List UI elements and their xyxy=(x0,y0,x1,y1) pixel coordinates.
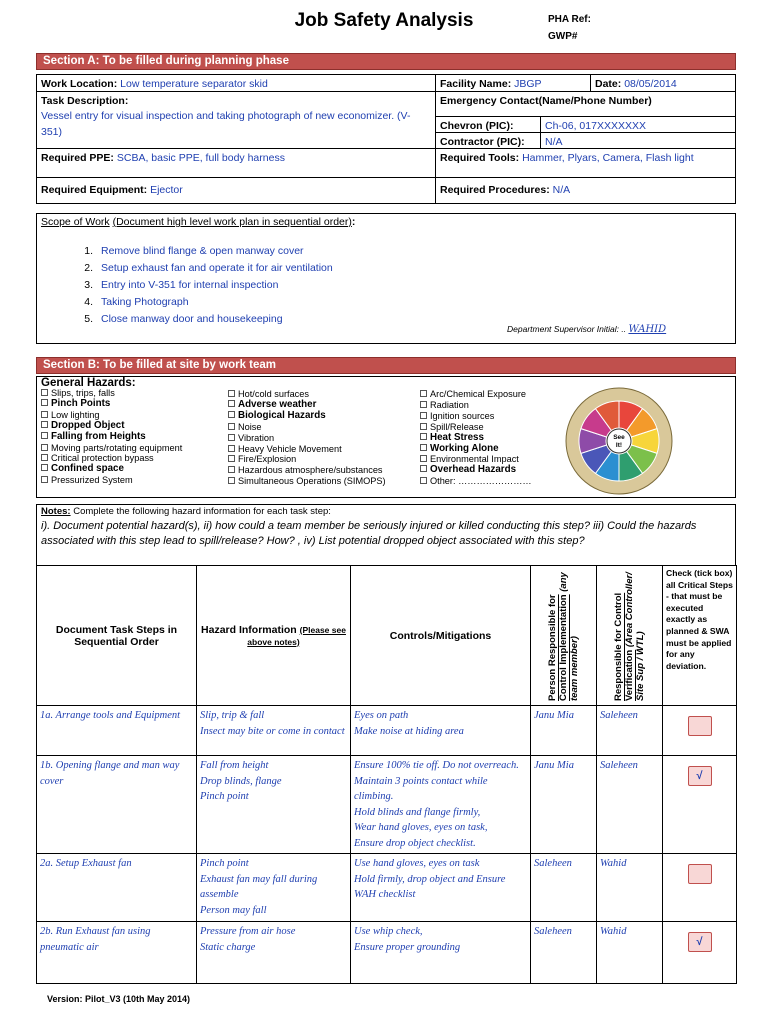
cell-step: 2a. Setup Exhaust fan xyxy=(37,854,197,922)
notes-label: Notes: xyxy=(41,506,71,517)
hazard-label: Low lighting xyxy=(51,409,100,420)
checkbox-icon[interactable] xyxy=(41,411,48,418)
cell-person: Saleheen xyxy=(531,854,597,922)
chevron-value-cell xyxy=(540,116,736,133)
critical-step-checkbox[interactable] xyxy=(688,864,712,884)
hazard-label: Vibration xyxy=(238,432,275,443)
checkbox-icon[interactable] xyxy=(228,400,235,407)
scope-item xyxy=(69,260,333,277)
section-b-bar: Section B: To be filled at site by work team xyxy=(36,357,736,374)
scope-item-text: Remove blind flange & open manway cover xyxy=(101,245,304,257)
col-hazard-info xyxy=(197,566,351,706)
pha-ref-label: PHA Ref: xyxy=(548,14,591,25)
contractor-value-cell xyxy=(540,132,736,149)
hazard-checkbox-item[interactable] xyxy=(228,444,386,455)
hazard-label: Confined space xyxy=(51,463,124,475)
scope-item-text: Close manway door and housekeeping xyxy=(101,313,283,325)
table-row xyxy=(37,854,737,922)
facility-cell xyxy=(435,74,591,92)
procedures-value: N/A xyxy=(552,184,571,196)
work-location-label: Work Location: xyxy=(41,78,118,90)
supervisor-label: Department Supervisor Initial: .. xyxy=(507,324,627,334)
scope-item-text: Entry into V-351 for internal inspection xyxy=(101,279,279,291)
cell-hazard: Pressure from air hose Static charge xyxy=(197,922,351,984)
table-row xyxy=(37,922,737,984)
hazard-label: Biological Hazards xyxy=(238,409,326,421)
cell-check xyxy=(663,706,737,756)
cell-step: 1b. Opening flange and man way cover xyxy=(37,756,197,854)
wheel-center-label-2: It! xyxy=(615,442,623,449)
checkbox-icon[interactable] xyxy=(228,445,235,452)
hazard-label: Spill/Release xyxy=(430,421,484,432)
date-value: 08/05/2014 xyxy=(624,78,677,90)
section-a-grid xyxy=(36,74,736,204)
work-location-cell xyxy=(36,74,436,92)
hazard-label: Radiation xyxy=(430,399,469,410)
hazard-label: Simultaneous Operations (SIMOPS) xyxy=(238,476,386,487)
section-a-bar: Section A: To be filled during planning phase xyxy=(36,53,736,70)
supervisor-initial xyxy=(507,324,666,335)
scope-list xyxy=(69,243,333,328)
date-cell xyxy=(590,74,736,92)
hazard-label: Hot/cold surfaces xyxy=(238,389,309,399)
task-description-value: Vessel entry for visual inspection and taking photograph of new economizer. (V-351) xyxy=(41,110,411,138)
page-title: Job Safety Analysis xyxy=(294,10,474,31)
cell-verify: Wahid xyxy=(597,854,663,922)
checkbox-icon[interactable] xyxy=(228,466,235,473)
hazard-wheel-icon xyxy=(564,386,674,496)
scope-item-text: Taking Photograph xyxy=(101,296,189,308)
scope-item xyxy=(69,311,333,328)
checkbox-icon[interactable] xyxy=(420,412,427,419)
hazard-label: Falling from Heights xyxy=(51,430,146,442)
hazard-label: Working Alone xyxy=(430,442,499,454)
cell-person: Janu Mia xyxy=(531,706,597,756)
hazard-checkbox-item[interactable] xyxy=(228,454,386,465)
hazard-checkbox-item[interactable] xyxy=(420,411,532,422)
checkbox-icon[interactable] xyxy=(420,455,427,462)
scope-item xyxy=(69,243,333,260)
hazard-label: Hazardous atmosphere/substances xyxy=(238,465,383,476)
hazard-label: Heavy Vehicle Movement xyxy=(238,443,342,454)
facility-value: JBGP xyxy=(514,78,542,90)
scope-item-text: Setup exhaust fan and operate it for air ventilation xyxy=(101,262,333,274)
tools-cell xyxy=(435,148,736,178)
col-verification-title: Responsible for Control Verification xyxy=(613,592,635,701)
hazard-checkbox-item[interactable] xyxy=(41,475,182,486)
cell-check xyxy=(663,922,737,984)
version-footer: Version: Pilot_V3 (10th May 2014) xyxy=(47,994,191,1004)
col-hazard-title: Hazard Information xyxy=(201,623,297,636)
col-verification-sub: (Area Controller/ Site Sup / WTL) xyxy=(624,571,646,701)
notes-text: i). Document potential hazard(s), ii) how could a team member be seriously injured or killed conducting this step? iii) Could the hazards associated with this step lead to spill/release? How? , iv) List potential dropped object associated with this step? xyxy=(41,520,697,547)
scope-item xyxy=(69,277,333,294)
procedures-cell xyxy=(435,177,736,204)
checkbox-icon[interactable] xyxy=(420,477,427,484)
hazard-checkbox-item[interactable] xyxy=(228,433,386,444)
hazard-label: Noise xyxy=(238,421,262,432)
checkbox-icon[interactable] xyxy=(420,390,427,397)
hazard-label: Moving parts/rotating equipment xyxy=(51,442,183,453)
critical-step-checkbox[interactable] xyxy=(688,716,712,736)
cell-person: Janu Mia xyxy=(531,756,597,854)
contractor-label: Contractor (PIC): xyxy=(440,136,525,148)
scope-item-number: 3. xyxy=(84,279,93,291)
supervisor-signature: WAHID xyxy=(628,324,667,335)
checkbox-icon[interactable] xyxy=(41,399,48,406)
hazard-label: Pinch Points xyxy=(51,397,111,409)
checkbox-icon[interactable] xyxy=(228,455,235,462)
cell-hazard: Fall from height Drop blinds, flange Pinch point xyxy=(197,756,351,854)
hazards-column-1 xyxy=(41,388,182,486)
scope-header xyxy=(41,216,355,228)
cell-controls: Use whip check, Ensure proper grounding xyxy=(351,922,531,984)
checkbox-icon[interactable] xyxy=(41,421,48,428)
scope-note: (Document high level work plan in sequential order) xyxy=(112,216,352,228)
task-description-cell xyxy=(36,91,436,149)
work-location-value: Low temperature separator skid xyxy=(120,78,268,90)
procedures-label: Required Procedures: xyxy=(440,184,550,196)
notes-intro xyxy=(41,506,331,517)
hazard-label: Pressurized System xyxy=(51,475,133,486)
scope-item-number: 5. xyxy=(84,313,93,325)
checkbox-icon[interactable] xyxy=(228,423,235,430)
hazard-label: Arc/Chemical Exposure xyxy=(430,389,526,399)
hazards-column-3 xyxy=(420,389,532,487)
table-row xyxy=(37,756,737,854)
cell-verify: Saleheen xyxy=(597,706,663,756)
facility-label: Facility Name: xyxy=(440,78,512,90)
hazard-checkbox-item[interactable] xyxy=(420,444,532,455)
scope-item-number: 2. xyxy=(84,262,93,274)
equipment-cell xyxy=(36,177,436,204)
emergency-contact-label: Emergency Contact(Name/Phone Number) xyxy=(440,95,652,107)
checkbox-icon[interactable] xyxy=(420,401,427,408)
cell-controls: Ensure 100% tie off. Do not overreach. Maintain 3 points contact while climbing. Hold blinds and flange firmly, Wear hand gloves, eyes on task, Ensure drop object checklist. xyxy=(351,756,531,854)
ppe-cell xyxy=(36,148,436,178)
cell-check xyxy=(663,854,737,922)
col-hazard-note: (Please see above notes) xyxy=(247,624,346,647)
hazard-checkbox-item[interactable] xyxy=(41,443,182,454)
checkbox-icon[interactable] xyxy=(41,444,48,451)
hazard-label: Heat Stress xyxy=(430,431,484,443)
gwp-label: GWP# xyxy=(548,31,578,42)
equipment-label: Required Equipment: xyxy=(41,184,148,196)
scope-label: Scope of Work xyxy=(41,216,110,228)
hazard-checkbox-item[interactable] xyxy=(420,389,532,400)
hazard-label: Other: …………………… xyxy=(430,476,532,487)
hazard-checkbox-item[interactable] xyxy=(41,432,182,443)
scope-item-number: 4. xyxy=(84,296,93,308)
hazard-checkbox-item[interactable] xyxy=(228,411,386,422)
col-person-sub: (any team member) xyxy=(558,571,580,701)
ppe-value: SCBA, basic PPE, full body harness xyxy=(116,152,285,164)
hazard-checkbox-item[interactable] xyxy=(228,465,386,476)
hazard-checkbox-item[interactable] xyxy=(420,465,532,476)
hazards-column-2 xyxy=(228,389,386,487)
hazard-checkbox-item[interactable] xyxy=(228,422,386,433)
hazard-label: Critical protection bypass xyxy=(51,453,154,464)
general-hazards-title: General Hazards: xyxy=(41,377,136,389)
critical-step-checkbox[interactable]: √ xyxy=(688,766,712,786)
notes-box xyxy=(36,504,736,566)
cell-controls: Eyes on path Make noise at hiding area xyxy=(351,706,531,756)
scope-colon: : xyxy=(351,216,356,228)
cell-person: Saleheen xyxy=(531,922,597,984)
cell-step: 2b. Run Exhaust fan using pneumatic air xyxy=(37,922,197,984)
hazard-label: Ignition sources xyxy=(430,410,495,421)
scope-of-work-box xyxy=(36,213,736,344)
hazard-label: Fire/Explosion xyxy=(238,454,297,465)
tools-label: Required Tools: xyxy=(440,152,520,164)
checkbox-icon[interactable] xyxy=(420,423,427,430)
scope-item xyxy=(69,294,333,311)
checkbox-icon[interactable] xyxy=(420,444,427,451)
checkbox-icon[interactable] xyxy=(420,433,427,440)
contractor-value: N/A xyxy=(545,136,563,148)
critical-step-checkbox[interactable]: √ xyxy=(688,932,712,952)
col-check: Check (tick box) all Critical Steps - that must be executed exactly as planned & SWA must be applied for any deviation. xyxy=(663,566,737,706)
hazard-checkbox-item[interactable] xyxy=(420,476,532,487)
col-controls: Controls/Mitigations xyxy=(351,566,531,706)
hazard-label: Slips, trips, falls xyxy=(51,388,115,398)
checkbox-icon[interactable] xyxy=(420,465,427,472)
hazard-label: Adverse weather xyxy=(238,398,317,410)
table-row xyxy=(37,706,737,756)
ppe-label: Required PPE: xyxy=(41,152,114,164)
checkbox-icon[interactable] xyxy=(41,389,48,396)
checkbox-icon[interactable] xyxy=(41,454,48,461)
hazard-label: Overhead Hazards xyxy=(430,464,517,476)
chevron-value: Ch-06, 017XXXXXXX xyxy=(545,120,646,132)
notes-intro-text: Complete the following hazard information for each task step: xyxy=(70,506,331,517)
checkbox-icon[interactable] xyxy=(41,464,48,471)
tools-value: Hammer, Plyars, Camera, Flash light xyxy=(522,152,694,164)
contractor-label-cell xyxy=(435,132,541,149)
col-person-title: Person Responsible for Control Implementation xyxy=(547,593,569,701)
chevron-label: Chevron (PIC): xyxy=(440,120,514,132)
task-description-label: Task Description: xyxy=(41,95,129,107)
hazard-label: Environmental Impact xyxy=(430,454,519,465)
checkbox-icon[interactable] xyxy=(228,390,235,397)
checkbox-icon[interactable] xyxy=(228,434,235,441)
cell-step: 1a. Arrange tools and Equipment xyxy=(37,706,197,756)
cell-check xyxy=(663,756,737,854)
cell-hazard: Pinch point Exhaust fan may fall during assemble Person may fall xyxy=(197,854,351,922)
cell-verify: Wahid xyxy=(597,922,663,984)
hazard-analysis-table xyxy=(36,565,737,984)
checkbox-icon[interactable] xyxy=(41,432,48,439)
chevron-label-cell xyxy=(435,116,541,133)
hazard-checkbox-item[interactable] xyxy=(228,476,386,487)
cell-verify: Saleheen xyxy=(597,756,663,854)
checkbox-icon[interactable] xyxy=(41,476,48,483)
cell-controls: Use hand gloves, eyes on task Hold firmly, drop object and Ensure WAH checklist xyxy=(351,854,531,922)
emergency-contact-cell xyxy=(435,91,736,117)
hazard-checkbox-item[interactable] xyxy=(41,464,182,475)
col-verification xyxy=(597,566,663,706)
wheel-center-label: See xyxy=(613,434,625,441)
hazard-checkbox-item[interactable] xyxy=(420,400,532,411)
hazard-checkbox-item[interactable] xyxy=(41,399,182,410)
table-header-row xyxy=(37,566,737,706)
scope-item-number: 1. xyxy=(84,245,93,257)
checkbox-icon[interactable] xyxy=(228,477,235,484)
date-label: Date: xyxy=(595,78,622,90)
cell-hazard: Slip, trip & fall Insect may bite or come in contact xyxy=(197,706,351,756)
hazard-label: Dropped Object xyxy=(51,419,125,431)
col-task-steps: Document Task Steps in Sequential Order xyxy=(37,566,197,706)
checkbox-icon[interactable] xyxy=(228,411,235,418)
equipment-value: Ejector xyxy=(150,184,183,196)
col-person-responsible xyxy=(531,566,597,706)
